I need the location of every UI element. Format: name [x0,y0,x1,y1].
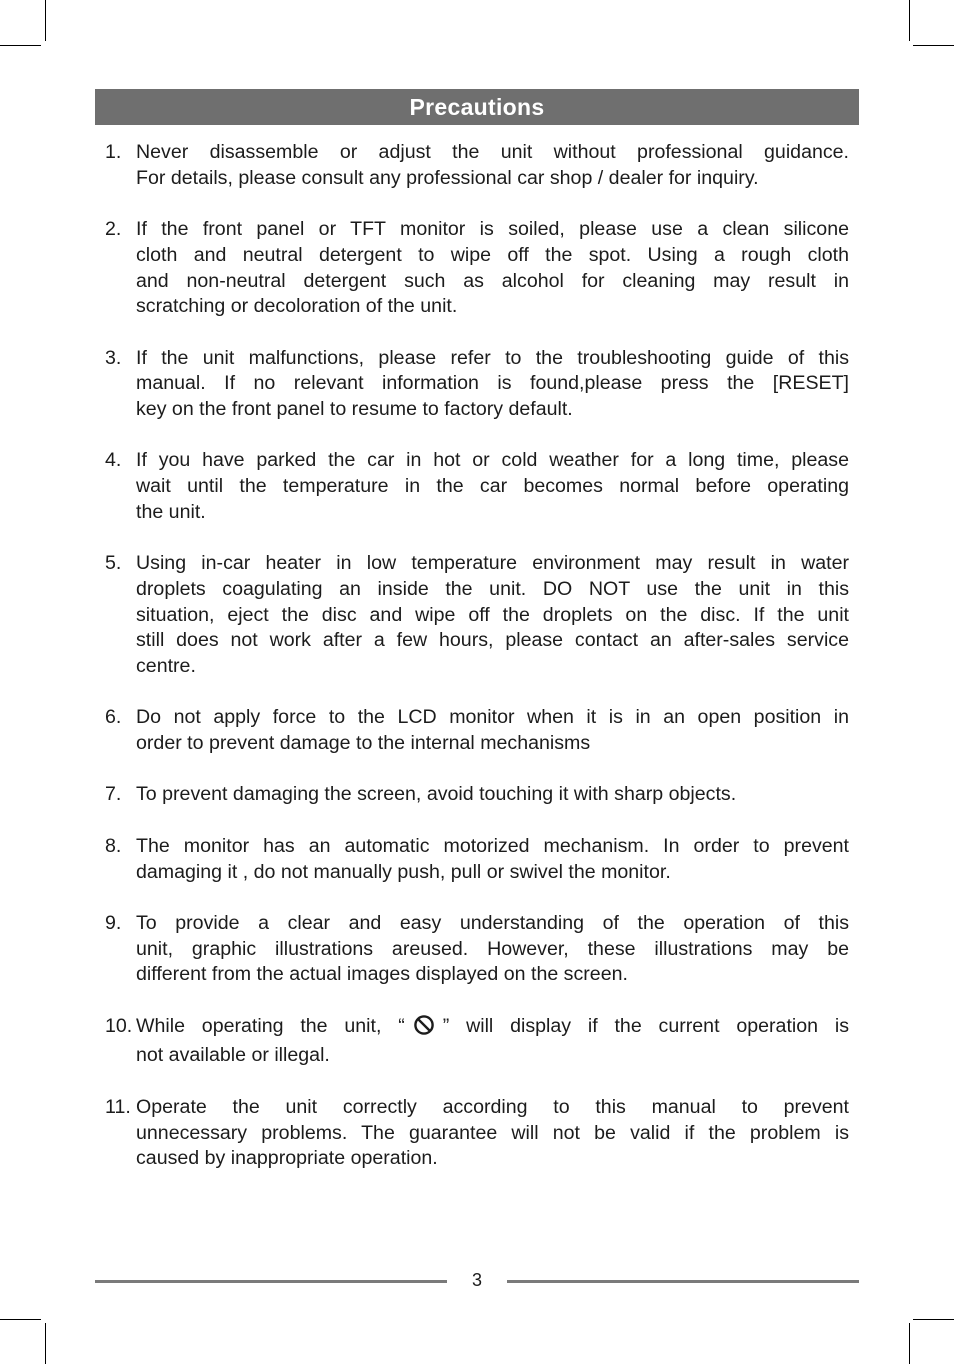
text-fragment: ” will display if the current operation is [442,1014,849,1037]
section-header [95,89,859,125]
crop-mark [909,0,910,41]
item-number: 8. [105,834,122,857]
list-item [105,782,849,808]
list-item [105,217,849,320]
text-line [136,1014,849,1044]
text-line: If the unit malfunctions, please refer to the troubleshooting guide of this [136,346,849,369]
item-text [136,1014,849,1069]
item-text [136,911,849,988]
list-item [105,834,849,885]
text-line: the unit. [136,500,206,523]
item-number: 10. [105,1014,133,1037]
text-line: Never disassemble or adjust the unit without professional guidance. [136,141,849,163]
list-item [105,448,849,525]
text-line: droplets coagulating an inside the unit. DO NOT use the unit in this [136,577,849,600]
page-title: Precautions [409,93,545,120]
item-number: 4. [105,449,122,472]
crop-mark [45,1323,46,1364]
item-number: 1. [105,141,122,163]
text-line: and non-neutral detergent such as alcohol for cleaning may result in [136,269,849,292]
text-line: Operate the unit correctly according to this manual to prevent [136,1095,849,1118]
item-text [136,551,849,680]
text-line: To prevent damaging the screen, avoid touching it with sharp objects. [136,783,737,806]
text-line: Using in-car heater in low temperature environment may result in water [136,552,849,575]
text-line: If you have parked the car in hot or cold weather for a long time, please [136,449,849,472]
crop-mark [0,1319,41,1320]
item-text [136,1095,849,1172]
item-text [136,140,849,191]
item-number: 5. [105,552,122,575]
item-number: 3. [105,346,122,369]
crop-mark [0,45,41,46]
text-line: To provide a clear and easy understanding of the operation of this [136,911,849,934]
list-item [105,551,849,680]
crop-mark [909,1323,910,1364]
list-item [105,346,849,423]
text-line: unnecessary problems. The guarantee will not be valid if the problem is [136,1121,849,1144]
text-line: manual. If no relevant information is found,please press the [RESET] [136,372,849,395]
text-line: scratching or decoloration of the unit. [136,295,458,318]
list-item [105,911,849,988]
footer-rule-left [95,1280,447,1283]
footer-rule-right [507,1280,859,1283]
text-line: For details, please consult any professional car shop / dealer for inquiry. [136,166,759,189]
prohibited-icon [413,1014,435,1044]
list-item [105,705,849,756]
text-line: damaging it , do not manually push, pull or swivel the monitor. [136,860,671,883]
text-line: situation, eject the disc and wipe off the droplets on the disc. If the unit [136,603,849,626]
page-number: 3 [471,1270,482,1290]
list-item [105,1014,849,1069]
item-text [136,834,849,885]
list-item [105,1095,849,1172]
item-number: 6. [105,706,122,729]
item-number: 9. [105,911,122,934]
text-fragment: While operating the unit, “ [136,1014,405,1037]
text-line: different from the actual images displayed on the screen. [136,963,628,986]
item-text [136,782,849,808]
text-line: If the front panel or TFT monitor is soiled, please use a clean silicone [136,218,849,241]
text-line: order to prevent damage to the internal mechanisms [136,732,591,755]
text-line: unit, graphic illustrations areused. However, these illustrations may be [136,937,849,960]
item-text [136,448,849,525]
text-line: key on the front panel to resume to factory default. [136,398,573,420]
item-number: 11. [105,1095,131,1118]
crop-mark [913,45,954,46]
crop-mark [45,0,46,41]
text-line: caused by inappropriate operation. [136,1147,438,1170]
item-text [136,705,849,756]
text-line: centre. [136,655,196,677]
text-line: The monitor has an automatic motorized mechanism. In order to prevent [136,834,849,857]
item-number: 2. [105,218,122,241]
text-line: cloth and neutral detergent to wipe off the spot. Using a rough cloth [136,243,849,266]
text-line: not available or illegal. [136,1044,330,1067]
item-number: 7. [105,783,122,806]
crop-mark [913,1319,954,1320]
text-line: still does not work after a few hours, please contact an after-sales service [136,629,849,652]
text-line: wait until the temperature in the car becomes normal before operating [136,475,849,498]
item-text [136,346,849,423]
list-item [105,140,849,191]
item-text [136,217,849,320]
text-line: Do not apply force to the LCD monitor when it is in an open position in [136,706,849,729]
precautions-list [105,140,849,1198]
